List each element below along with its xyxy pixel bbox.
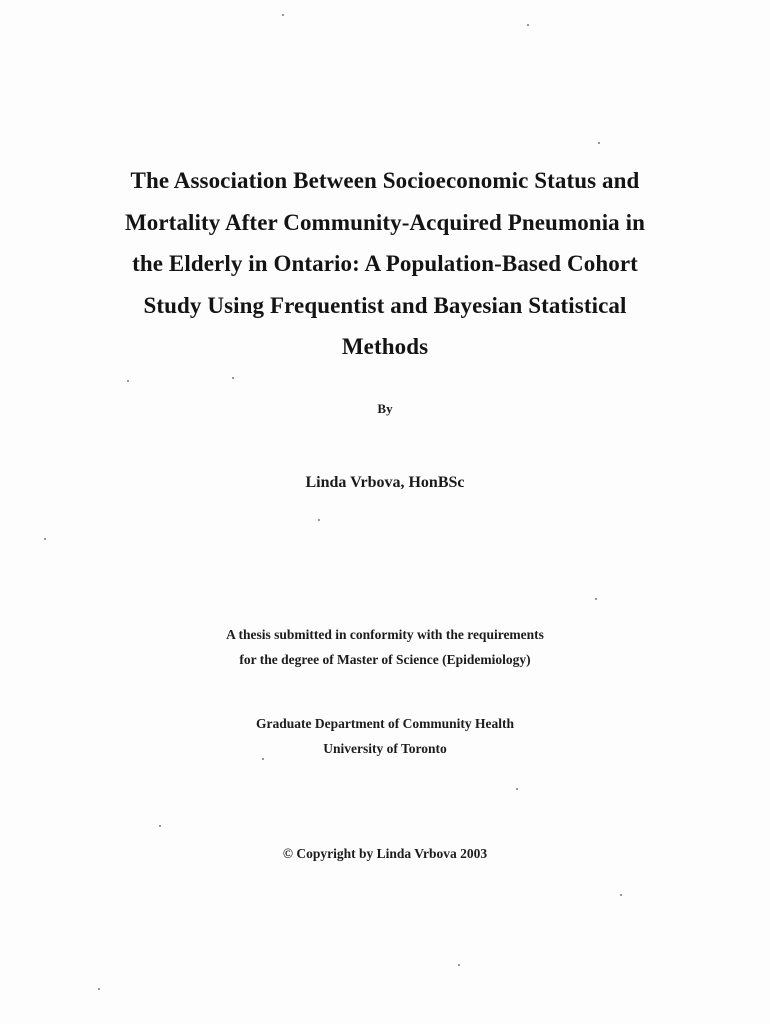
scan-speck <box>458 964 460 966</box>
scan-speck <box>232 377 234 379</box>
scan-speck <box>262 758 264 760</box>
scan-speck <box>595 598 597 600</box>
submission-statement <box>0 622 770 672</box>
author-name: Linda Vrbova, HonBSc <box>305 474 465 491</box>
department-affiliation <box>0 711 770 761</box>
scan-speck <box>98 988 100 990</box>
title-line-5: Methods <box>341 334 429 359</box>
scan-speck <box>527 24 529 26</box>
thesis-title <box>100 160 670 368</box>
scan-speck <box>282 14 284 16</box>
scan-speck <box>620 894 622 896</box>
scan-speck <box>318 519 320 521</box>
submission-line-1: A thesis submitted in conformity with the requirements <box>226 627 544 642</box>
university-name: University of Toronto <box>323 741 447 756</box>
scan-speck <box>516 788 518 790</box>
title-line-3: the Elderly in Ontario: A Population-Based Cohort <box>132 251 638 276</box>
by-label: By <box>377 401 393 416</box>
copyright-notice: © Copyright by Linda Vrbova 2003 <box>282 846 488 861</box>
department-name: Graduate Department of Community Health <box>256 716 514 731</box>
submission-line-2: for the degree of Master of Science (Epidemiology) <box>239 652 531 667</box>
scan-speck <box>598 142 600 144</box>
title-line-1: The Association Between Socioeconomic Status and <box>130 168 640 193</box>
title-line-2: Mortality After Community-Acquired Pneumonia in <box>124 209 646 235</box>
scan-speck <box>44 538 46 540</box>
title-line-4: Study Using Frequentist and Bayesian Statistical <box>143 292 627 318</box>
scan-speck <box>159 825 161 827</box>
scan-speck <box>127 380 129 382</box>
